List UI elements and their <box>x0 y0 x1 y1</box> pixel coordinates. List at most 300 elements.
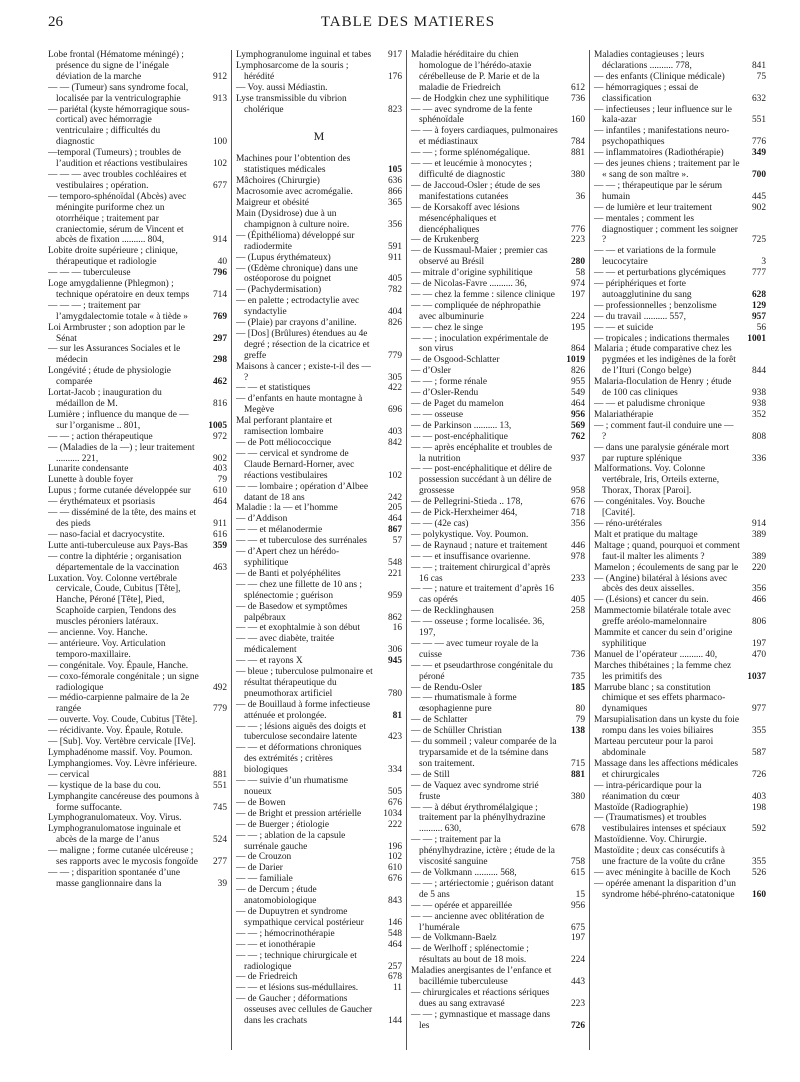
entry-text: — chirurgicales et réactions sériques dues au sang extravasé <box>411 987 550 1009</box>
entry-text: — congénitales. Voy. Bouche [Cavité]. <box>594 497 705 519</box>
entry-page-ref: 258 <box>570 606 585 617</box>
entry-text: — — ; nature et traitement d’après 16 cas opérés <box>411 584 554 606</box>
entry-page-ref: 405 <box>570 595 585 606</box>
index-column-2 <box>231 50 406 1050</box>
entry-text: — de Banti et polyéphélites <box>236 568 341 579</box>
entry-text: — — et statistiques <box>236 383 311 394</box>
index-entry <box>594 377 766 399</box>
index-entry <box>236 874 402 885</box>
index-entry <box>411 715 585 726</box>
entry-text: — temporo-sphénoïdal (Abcès) avec méningite puriforme chez un otorrhéique ; traitement par craniectomie, sérum de Vincent et abcès de fixation .......... 804, <box>48 191 187 246</box>
index-entry <box>236 50 402 61</box>
entry-page-ref: 678 <box>570 824 585 835</box>
entry-text: — érythémateux et psoriasis <box>48 497 156 508</box>
index-entry <box>411 388 585 399</box>
index-columns <box>48 50 770 1050</box>
index-entry <box>236 83 402 94</box>
entry-page-ref: 736 <box>570 93 585 104</box>
index-entry <box>594 399 766 410</box>
entry-text: — de Jaccoud-Osler ; étude de ses manifestations cutanées <box>411 180 541 202</box>
entry-text: — avec méningite à bacille de Koch <box>594 867 731 878</box>
index-entry <box>594 312 766 323</box>
entry-text: — de Still <box>411 769 450 780</box>
index-entry <box>411 50 585 94</box>
entry-text: — — post-encéphalitique <box>411 431 508 442</box>
entry-text: Lymphogranulomateux. Voy. Virus. <box>48 813 182 824</box>
entry-page-ref: 782 <box>387 285 402 296</box>
entry-page-ref: 404 <box>387 307 402 318</box>
entry-text: — — et déformations chroniques des extrémités ; critères biologiques <box>236 743 362 776</box>
entry-text: — d’Apert chez un hérédo-syphilitique <box>236 547 340 568</box>
entry-text: — — et paludisme chronique <box>594 399 705 409</box>
entry-page-ref: 464 <box>387 514 402 525</box>
entry-page-ref: 505 <box>387 787 402 797</box>
index-entry <box>236 983 402 994</box>
index-entry <box>411 432 585 443</box>
entry-page-ref: 937 <box>570 453 585 464</box>
entry-page-ref: 356 <box>570 518 585 529</box>
index-entry <box>236 514 402 525</box>
entry-page-ref: 881 <box>570 769 585 780</box>
entry-text: — [Dos] (Brûlures) étendues au 4e degré ; résection de la cicatrice et greffe <box>236 328 370 361</box>
entry-text: — mitrale d’origine syphilitique <box>411 268 533 279</box>
index-entry <box>48 323 227 345</box>
index-entry <box>594 868 766 879</box>
index-entry <box>236 972 402 983</box>
index-entry <box>411 726 585 737</box>
entry-page-ref: 841 <box>751 60 766 71</box>
entry-text: Macrosomie avec acromégalie. <box>236 187 353 198</box>
entry-text: — (Angine) bilatéral à lésions avec abcès des deux aisselles. <box>594 573 728 595</box>
entry-text: — — et rayons X <box>236 656 303 667</box>
entry-page-ref: 956 <box>570 900 585 911</box>
entry-text: — ancienne. Voy. Hanche. <box>48 628 148 639</box>
entry-text: — de Darier <box>236 863 283 874</box>
entry-text: — — et lésions sus-médullaires. <box>236 983 359 994</box>
index-entry <box>236 536 402 547</box>
entry-page-ref: 843 <box>387 896 402 907</box>
index-entry <box>594 781 766 803</box>
index-entry <box>411 606 585 617</box>
entry-page-ref: 464 <box>570 399 585 409</box>
index-entry <box>411 159 585 181</box>
entry-page-ref: 592 <box>751 824 766 835</box>
index-entry <box>411 617 585 639</box>
entry-text: — de Volkmann-Baelz <box>411 933 497 944</box>
entry-text: — — et tuberculose des surrénales <box>236 536 367 547</box>
index-entry <box>48 301 227 323</box>
index-entry <box>236 885 402 907</box>
entry-text: — de Korsakoff avec lésions mésencéphaliques et diencéphaliques <box>411 202 520 235</box>
entry-text: Marrube blanc ; sa constitution chimique et ses effets pharmaco-dynamiques <box>594 682 726 715</box>
entry-page-ref: 220 <box>751 562 766 573</box>
entry-page-ref: 610 <box>212 486 227 497</box>
index-entry <box>594 595 766 606</box>
index-entry <box>411 944 585 966</box>
entry-text: Mammite et cancer du sein d’origine syphilitique <box>594 628 733 649</box>
entry-page-ref: 1037 <box>747 671 766 682</box>
entry-page-ref: 911 <box>388 252 402 263</box>
entry-text: — sur les Assurances Sociales et le médecin <box>48 344 181 366</box>
index-entry <box>594 464 766 497</box>
entry-page-ref: 197 <box>570 289 585 300</box>
entry-page-ref: 628 <box>751 289 766 300</box>
entry-text: — — et mélanodermie <box>236 525 323 536</box>
entry-text: — — cervical et syndrome de Claude Bernard-Horner, avec réactions vestibulaires <box>236 448 355 481</box>
entry-page-ref: 389 <box>751 529 766 540</box>
entry-page-ref: 881 <box>570 148 585 159</box>
index-entry <box>411 693 585 715</box>
entry-page-ref: 862 <box>387 612 402 623</box>
entry-page-ref: 957 <box>751 311 766 322</box>
entry-page-ref: 466 <box>751 595 766 606</box>
index-entry <box>411 541 585 552</box>
index-entry <box>48 552 227 574</box>
entry-page-ref: 356 <box>751 584 766 595</box>
index-entry <box>594 301 766 312</box>
entry-page-ref: 591 <box>387 241 402 252</box>
index-entry <box>594 50 766 72</box>
entry-page-ref: 492 <box>212 682 227 693</box>
entry-page-ref: 15 <box>575 889 585 900</box>
entry-page-ref: 548 <box>387 557 402 568</box>
entry-text: — — après encéphalite et troubles de la nutrition <box>411 442 553 464</box>
index-entry <box>48 672 227 694</box>
entry-page-ref: 912 <box>212 71 227 82</box>
entry-text: — mentales ; comment les diagnostiquer ; comment les soigner ? <box>594 213 738 246</box>
index-entry <box>236 580 402 602</box>
index-entry <box>594 759 766 781</box>
entry-text: Maisons à cancer ; existe-t-il des — ? <box>236 361 371 383</box>
entry-text: — — ; gymnastique et massage dans les <box>411 1009 551 1031</box>
entry-text: — pariétal (kyste hémorragique sous-cortical) avec hémorragie ventriculaire ; difficultés du diagnostic <box>48 104 190 148</box>
index-entry <box>594 683 766 716</box>
index-column-3 <box>406 50 589 1050</box>
entry-page-ref: 675 <box>570 922 585 933</box>
entry-text: — tropicales ; indications thermales <box>594 333 730 344</box>
index-entry <box>48 792 227 814</box>
entry-page-ref: 959 <box>387 590 402 601</box>
entry-text: — de Bouillaud à forme infectieuse atténuée et prolongée. <box>236 699 371 721</box>
entry-text: Malaria-floculation de Henry ; étude de 100 cas cliniques <box>594 377 732 399</box>
entry-page-ref: 911 <box>213 518 227 529</box>
entry-text: — — lombaire ; opération d’Albee datant de 18 ans <box>236 481 368 503</box>
entry-text: — — osseuse <box>411 409 464 420</box>
entry-text: Maltage ; quand, pourquoi et comment faut-il malter les aliments ? <box>594 540 740 562</box>
entry-text: — — chez le singe <box>411 322 483 333</box>
entry-page-ref: 587 <box>751 748 766 758</box>
entry-text: — maligne ; forme cutanée ulcéreuse ; ses rapports avec le mycosis fongoïde <box>48 846 198 868</box>
entry-text: — — (Tumeur) sans syndrome focal, localisée par la ventriculographie <box>48 82 189 104</box>
index-entry <box>411 334 585 356</box>
index-entry <box>236 285 402 296</box>
index-entry <box>411 639 585 661</box>
entry-text: — de Vaquez avec syndrome strié fruste <box>411 780 539 802</box>
index-entry <box>411 203 585 236</box>
entry-text: — opérée amenant la disparition d’un syndrome hébé-phréno-catatonique <box>594 878 736 900</box>
entry-text: Maladies contagieuses ; leurs déclarations .......... 778, <box>594 50 705 71</box>
page-number: 26 <box>48 14 63 30</box>
entry-text: — de Raynaud ; nature et traitement <box>411 540 548 551</box>
entry-page-ref: 914 <box>751 518 766 529</box>
index-entry <box>594 563 766 574</box>
entry-text: Lortat-Jacob ; inauguration du médaillon de M. <box>48 388 162 409</box>
page-header <box>48 14 768 38</box>
entry-text: — — ; artériectomie ; guérison datant de 5 ans <box>411 878 554 900</box>
entry-page-ref: 769 <box>212 311 227 322</box>
page-title: TABLE DES MATIERES <box>320 14 496 30</box>
index-entry <box>411 563 585 585</box>
index-entry <box>48 148 227 170</box>
index-entry <box>236 231 402 253</box>
index-entry <box>236 852 402 863</box>
index-entry <box>594 519 766 530</box>
entry-page-ref: 745 <box>212 802 227 813</box>
entry-text: — — avec diabète, traitée médicalement <box>236 634 335 656</box>
index-entry <box>411 803 585 836</box>
entry-text: — kystique de la base du cou. <box>48 780 161 791</box>
entry-page-ref: 222 <box>387 819 402 830</box>
entry-text: Lymphogranulomatose inguinale et abcès de la marge de l’anus <box>48 824 181 846</box>
entry-text: — — à début érythromélalgique ; traitement par la phénylhydrazine .......... 630, <box>411 802 546 835</box>
entry-page-ref: 389 <box>751 551 766 562</box>
index-entry <box>411 443 585 465</box>
entry-text: Marsupialisation dans un kyste du foie rompu dans les voies biliaires <box>594 715 740 737</box>
index-entry <box>48 497 227 508</box>
entry-text: — — ; forme splénomégalique. <box>411 148 530 159</box>
index-entry <box>594 421 766 443</box>
entry-text: Luxation. Voy. Colonne vertébrale cervicale, Coude, Cubitus [Tête], Hanche, Péroné [Tête], Pied, Scaphoïde carpien, Tendons des muscles péroniers latéraux. <box>48 573 181 628</box>
entry-text: — — — avec troubles cochléaires et vestibulaires ; opération. <box>48 169 187 191</box>
entry-page-ref: 57 <box>392 536 402 547</box>
entry-page-ref: 80 <box>575 704 585 715</box>
entry-page-ref: 355 <box>751 726 766 737</box>
index-column-1 <box>48 50 231 1050</box>
entry-text: — de Pick-Herxheimer 464, <box>411 508 518 519</box>
entry-page-ref: 776 <box>570 224 585 235</box>
index-entry <box>594 410 766 421</box>
entry-text: — de Pott méliococcique <box>236 438 332 448</box>
entry-page-ref: 205 <box>387 503 402 514</box>
index-entry <box>411 737 585 770</box>
entry-page-ref: 676 <box>570 497 585 508</box>
entry-text: — — et suicide <box>594 322 654 333</box>
entry-text: — de Gaucher ; déformations osseuses avec cellules de Gaucher dans les crachats <box>236 994 373 1027</box>
entry-text: Malformations. Voy. Colonne vertébrale, Iris, Orteils externe, Thorax, Thorax [Paroi]. <box>594 464 720 497</box>
index-entry <box>236 569 402 580</box>
entry-text: — de Buerger ; étiologie <box>236 819 330 830</box>
entry-page-ref: 978 <box>570 551 585 562</box>
entry-text: Marteau percuteur pour la paroi abdominale <box>594 737 714 758</box>
entry-text: Malariathérapie <box>594 409 654 420</box>
index-entry <box>411 301 585 323</box>
index-entry <box>236 951 402 973</box>
index-entry <box>48 770 227 781</box>
entry-text: Lobite droite supérieure ; clinique, thérapeutique et radiologie <box>48 246 178 268</box>
entry-text: Mammectomie bilatérale totale avec greffe aréolo-mamelonnaire <box>594 606 731 628</box>
entry-text: — périphériques et forte autoagglutinine du sang <box>594 279 692 300</box>
entry-text: — — post-encéphalitique et délire de possession succédant à un délire de grossesse <box>411 464 552 497</box>
index-entry <box>48 530 227 541</box>
entry-text: — d’Osler <box>411 366 451 377</box>
entry-text: — — à foyers cardiaques, pulmonaires et médiastinaux <box>411 126 558 148</box>
index-entry <box>594 214 766 247</box>
entry-page-ref: 79 <box>575 715 585 726</box>
entry-text: — ouverte. Voy. Coude, Cubitus [Tête]. <box>48 715 198 726</box>
index-entry <box>594 279 766 301</box>
index-entry <box>48 83 227 105</box>
entry-page-ref: 972 <box>212 431 227 442</box>
entry-text: — — ; action thérapeutique <box>48 431 153 442</box>
entry-page-ref: 779 <box>212 704 227 715</box>
index-entry <box>411 421 585 432</box>
index-entry <box>236 187 402 198</box>
entry-page-ref: 334 <box>387 765 402 776</box>
entry-text: — — ; ablation de la capsule surrénale gauche <box>236 830 346 852</box>
index-entry <box>594 737 766 759</box>
index-entry <box>411 399 585 410</box>
entry-page-ref: 977 <box>751 704 766 715</box>
entry-text: — hémorragiques ; essai de classification <box>594 82 699 104</box>
entry-page-ref: 776 <box>751 137 766 148</box>
entry-text: — — chez la femme : silence clinique <box>411 289 555 300</box>
entry-text: — (Pachydermisation) <box>236 285 322 296</box>
entry-text: Longévité ; étude de physiologie comparée <box>48 366 171 388</box>
entry-text: Mastoïde (Radiographie) <box>594 802 688 813</box>
entry-text: — — ; hémocrinothérapie <box>236 928 335 939</box>
entry-text: — de Kussmaul-Maier ; premier cas observé au Brésil <box>411 246 548 268</box>
entry-text: — de Volkmann .......... 568, <box>411 867 517 878</box>
entry-page-ref: 696 <box>387 405 402 416</box>
index-entry <box>236 743 402 776</box>
entry-page-ref: 958 <box>570 486 585 497</box>
entry-text: — inflammatoires (Radiothérapie) <box>594 148 724 159</box>
index-entry <box>236 863 402 874</box>
index-entry <box>236 482 402 504</box>
entry-page-ref: 233 <box>570 573 585 584</box>
entry-page-ref: 725 <box>751 235 766 246</box>
index-entry <box>48 246 227 268</box>
entry-page-ref: 726 <box>570 1020 585 1031</box>
entry-page-ref: 632 <box>751 93 766 104</box>
entry-page-ref: 56 <box>756 322 766 333</box>
entry-page-ref: 224 <box>570 311 585 322</box>
entry-text: — (Traumatismes) et troubles vestibulaires intenses et spéciaux <box>594 813 727 835</box>
index-entry <box>411 584 585 606</box>
entry-page-ref: 39 <box>217 878 227 889</box>
index-entry <box>48 541 227 552</box>
index-entry <box>594 606 766 628</box>
index-entry <box>594 72 766 83</box>
index-entry <box>48 715 227 726</box>
entry-text: — de Schüller Christian <box>411 726 502 737</box>
entry-text: — de Paget du mamelon <box>411 399 504 409</box>
index-entry <box>48 50 227 83</box>
entry-page-ref: 305 <box>387 372 402 383</box>
entry-text: Lunette à double foyer <box>48 475 134 486</box>
entry-page-ref: 549 <box>570 388 585 399</box>
entry-page-ref: 446 <box>570 540 585 551</box>
index-entry <box>594 574 766 596</box>
index-entry <box>236 176 402 187</box>
index-entry <box>48 486 227 497</box>
entry-text: — cervical <box>48 769 90 780</box>
index-entry <box>411 355 585 366</box>
entry-page-ref: 866 <box>387 187 402 198</box>
entry-page-ref: 403 <box>751 791 766 802</box>
entry-text: — (Plaie) par crayons d’aniline. <box>236 318 357 329</box>
index-entry <box>236 264 402 286</box>
entry-page-ref: 195 <box>570 322 585 333</box>
entry-page-ref: 102 <box>387 470 402 481</box>
index-entry <box>594 530 766 541</box>
index-entry <box>236 809 402 820</box>
entry-page-ref: 464 <box>212 497 227 508</box>
entry-text: — de Hodgkin chez une syphilitique <box>411 93 549 104</box>
index-entry <box>594 203 766 214</box>
entry-text: Loi Armbruster ; son adoption par le Sénat <box>48 322 185 344</box>
index-entry <box>411 497 585 508</box>
index-entry <box>48 726 227 737</box>
index-entry <box>48 475 227 486</box>
entry-text: — — avec syndrome de la fente sphénoïdale <box>411 104 533 126</box>
index-entry <box>411 508 585 519</box>
index-entry <box>236 253 402 264</box>
entry-text: Maigreur et obésité <box>236 198 309 209</box>
entry-text: Maladie : la — et l’homme <box>236 503 338 514</box>
entry-text: — — ; disparition spontanée d’une masse ganglionnaire dans la <box>48 867 181 889</box>
index-entry <box>48 781 227 792</box>
entry-text: Lyse transmissible du vibrion cholérique <box>236 93 347 115</box>
index-entry <box>48 366 227 388</box>
entry-page-ref: 146 <box>387 917 402 928</box>
entry-page-ref: 823 <box>387 104 402 115</box>
entry-page-ref: 102 <box>212 159 227 170</box>
index-entry <box>48 748 227 759</box>
entry-text: Lymphosarcome de la souris ; hérédité <box>236 60 349 82</box>
entry-text: Lymphogranulome inguinal et tabes <box>236 50 372 60</box>
entry-page-ref: 1001 <box>747 333 766 344</box>
entry-page-ref: 403 <box>387 427 402 438</box>
entry-page-ref: 359 <box>212 540 227 551</box>
index-entry <box>48 388 227 410</box>
entry-text: — de Crouzon <box>236 852 292 863</box>
index-entry <box>48 268 227 279</box>
entry-text: — — et pseudarthrose congénitale du péroné <box>411 660 553 682</box>
index-entry <box>594 443 766 465</box>
index-entry <box>236 547 402 569</box>
entry-page-ref: 551 <box>751 115 766 126</box>
index-entry <box>236 776 402 798</box>
entry-text: — coxo-fémorale congénitale ; un signe radiologique <box>48 671 199 693</box>
entry-page-ref: 844 <box>751 366 766 377</box>
index-entry <box>236 383 402 394</box>
entry-page-ref: 196 <box>387 841 402 852</box>
entry-text: — de Werlhoff ; splénectomie ; résultats au bout de 18 mois. <box>411 944 529 966</box>
index-entry <box>236 198 402 209</box>
entry-page-ref: 917 <box>387 50 402 60</box>
entry-text: — — disséminé de la tête, des mains et des pieds <box>48 508 197 529</box>
index-entry <box>411 988 585 1010</box>
entry-text: Malaria ; étude comparative chez les pygmées et les indigènes de la forêt de l’Ituri (Congo belge) <box>594 344 736 377</box>
index-entry <box>236 623 402 634</box>
index-entry <box>48 279 227 301</box>
entry-page-ref: 40 <box>217 257 227 268</box>
entry-page-ref: 257 <box>387 961 402 972</box>
index-entry <box>411 519 585 530</box>
index-entry <box>236 798 402 809</box>
index-entry <box>48 813 227 824</box>
